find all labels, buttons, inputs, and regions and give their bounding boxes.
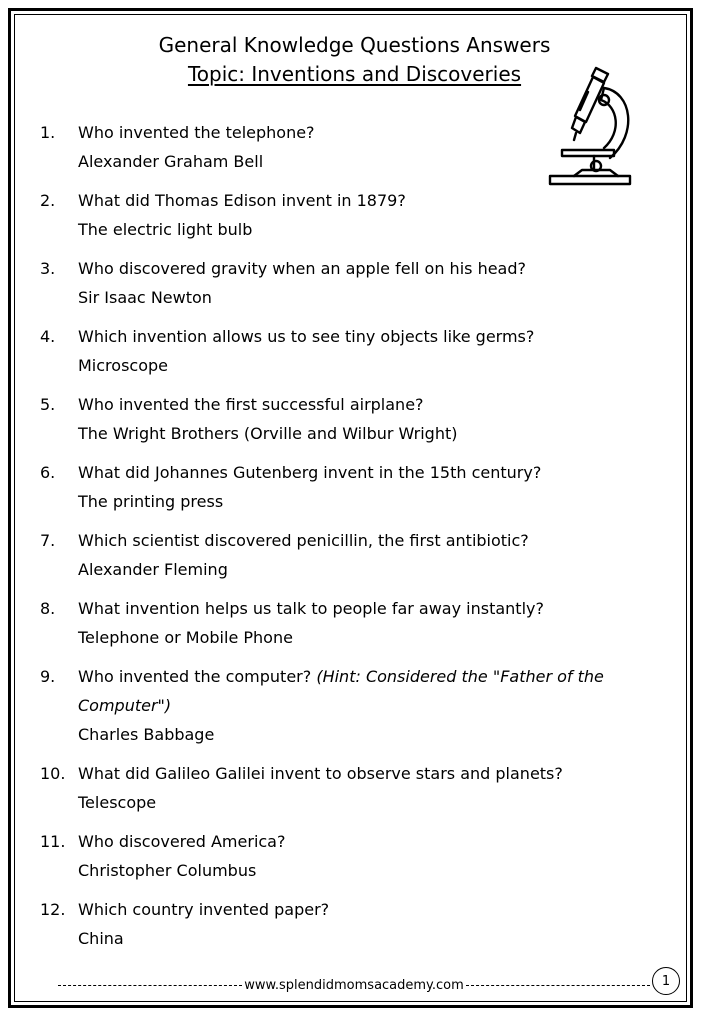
question-number: 2. [40,191,56,210]
question-text: What invention helps us talk to people far away instantly? [78,599,544,618]
topic-heading-text: Topic: Inventions and Discoveries [187,62,522,86]
question-text: What did Galileo Galilei invent to observe stars and planets? [78,764,563,783]
question-number: 9. [40,667,56,686]
answer-text: Telephone or Mobile Phone [78,628,293,647]
answer-text: Christopher Columbus [78,861,257,880]
question-number: 11. [40,832,66,851]
page-number-badge [652,967,680,995]
answer-text: Alexander Graham Bell [78,152,264,171]
question-list [40,118,650,963]
page-number: 1 [661,973,671,989]
question-number: 1. [40,123,56,142]
question-item-12 [40,895,650,953]
question-text: Who discovered gravity when an apple fell on his head? [78,259,526,278]
question-text: Which scientist discovered penicillin, the first antibiotic? [78,531,529,550]
page-title: General Knowledge Questions Answers [158,33,551,57]
answer-text: Charles Babbage [78,725,215,744]
question-text: Who invented the first successful airplane? [78,395,424,414]
question-number: 3. [40,259,56,278]
answer-text: China [78,929,124,948]
answer-text: The printing press [78,492,224,511]
question-item-1 [40,118,650,176]
question-item-11 [40,827,650,885]
question-item-7 [40,526,650,584]
question-text: Who discovered America? [78,832,286,851]
question-text: Who invented the computer? [78,667,312,686]
question-number: 7. [40,531,56,550]
question-item-10 [40,759,650,817]
question-number: 10. [40,764,66,783]
question-item-2 [40,186,650,244]
question-text: Which country invented paper? [78,900,330,919]
answer-text: The Wright Brothers (Orville and Wilbur Wright) [78,424,458,443]
answer-text: Telescope [78,793,157,812]
question-item-5 [40,390,650,448]
answer-text: The electric light bulb [78,220,253,239]
question-item-8 [40,594,650,652]
question-item-3 [40,254,650,312]
footer-url: www.splendidmomsacademy.com [244,978,464,993]
question-hint: (Hint: Considered the "Father of the Computer") [78,667,604,715]
footer-dash-left [58,985,242,986]
question-number: 12. [40,900,66,919]
question-number: 5. [40,395,56,414]
question-number: 8. [40,599,56,618]
footer [58,978,650,993]
question-number: 4. [40,327,56,346]
question-item-9 [40,662,650,749]
question-item-6 [40,458,650,516]
question-text: Who invented the telephone? [78,123,315,142]
answer-text: Alexander Fleming [78,560,228,579]
question-number: 6. [40,463,56,482]
answer-text: Microscope [78,356,168,375]
question-text: What did Thomas Edison invent in 1879? [78,191,406,210]
question-text: Which invention allows us to see tiny objects like germs? [78,327,535,346]
footer-dash-right [466,985,650,986]
question-item-4 [40,322,650,380]
question-text: What did Johannes Gutenberg invent in the 15th century? [78,463,542,482]
answer-text: Sir Isaac Newton [78,288,212,307]
